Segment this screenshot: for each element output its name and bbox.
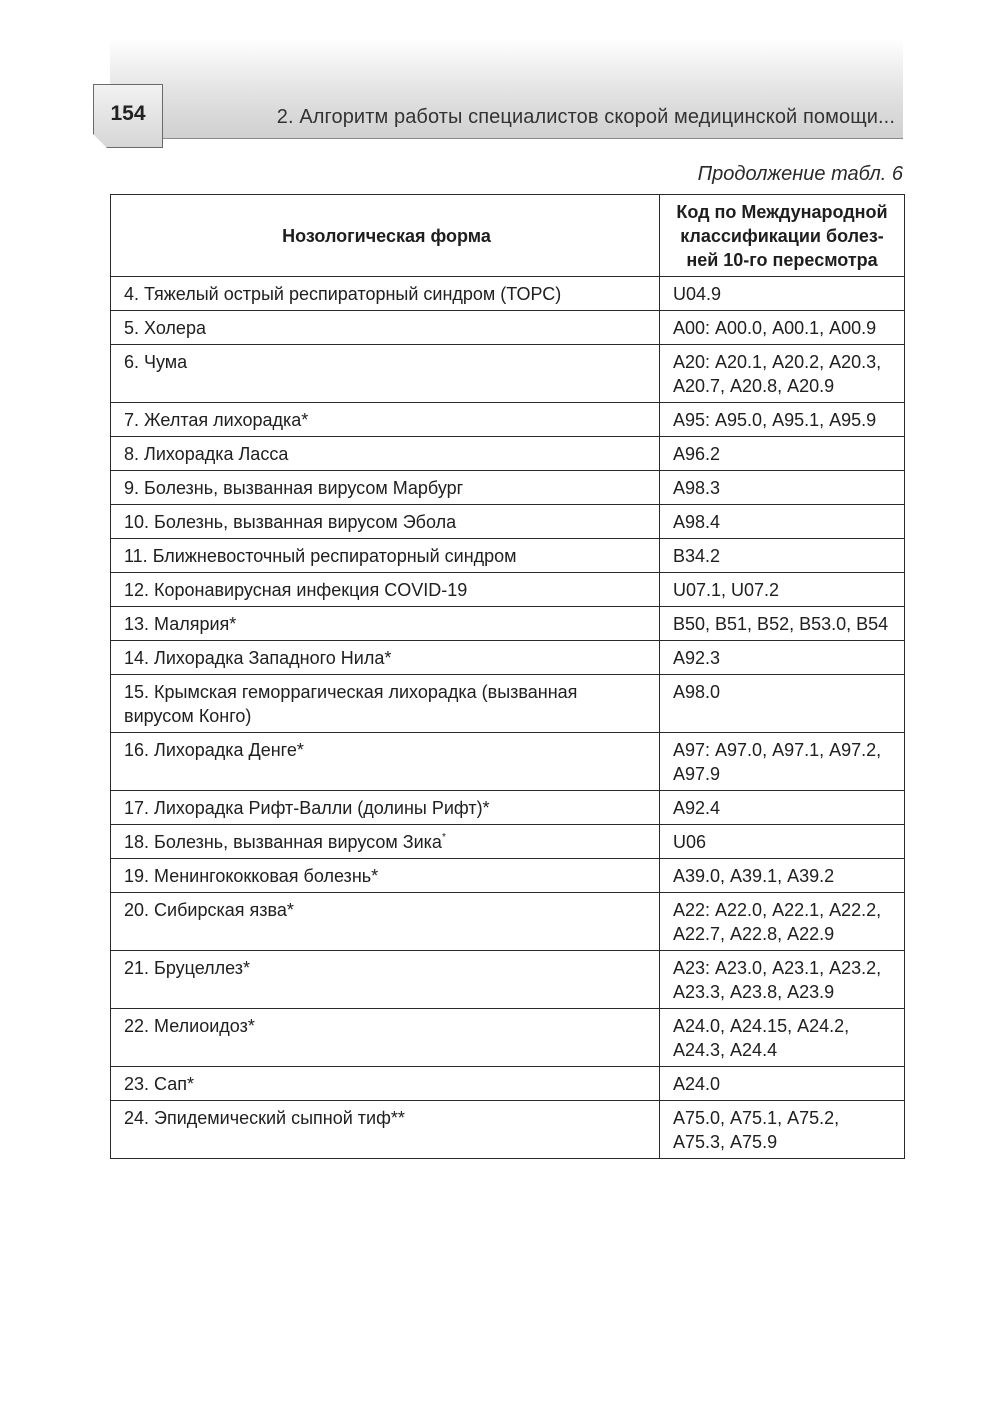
table-row [111, 277, 905, 311]
table-row [111, 641, 905, 675]
table-row [111, 791, 905, 825]
disease-cell [111, 311, 660, 345]
disease-name: 17. Лихорадка Рифт-Валли (долины Рифт)* [124, 798, 490, 818]
icd-code-cell: U04.9 [660, 277, 905, 311]
disease-cell [111, 277, 660, 311]
page-number: 154 [110, 102, 146, 125]
disease-name: 11. Ближневосточный респираторный синдром [124, 546, 517, 566]
footnote-marker: * [441, 832, 446, 843]
icd-code-cell: B50, B51, B52, B53.0, B54 [660, 607, 905, 641]
table-row [111, 675, 905, 733]
table-row [111, 1067, 905, 1101]
column-header-icd-code: Код по Международной классификации болез-ней 10-го пересмотра [660, 195, 905, 277]
table-row [111, 825, 905, 859]
icd-code-cell: B34.2 [660, 539, 905, 573]
disease-name: 24. Эпидемический сыпной тиф** [124, 1108, 405, 1128]
icd-code-cell: А39.0, А39.1, А39.2 [660, 859, 905, 893]
table-row [111, 573, 905, 607]
table-caption: Продолжение табл. 6 [697, 163, 903, 185]
table-row [111, 893, 905, 951]
table-row [111, 1009, 905, 1067]
icd-code-cell: А20: А20.1, А20.2, А20.3, А20.7, А20.8, А20.9 [660, 345, 905, 403]
table-row [111, 539, 905, 573]
table-body [111, 277, 905, 1159]
disease-cell [111, 675, 660, 733]
table-row [111, 1101, 905, 1159]
table-header-row [111, 195, 905, 277]
icd-code-cell: А97: А97.0, А97.1, А97.2, А97.9 [660, 733, 905, 791]
disease-cell [111, 1101, 660, 1159]
icd-code-cell: А22: А22.0, А22.1, А22.2, А22.7, А22.8, А22.9 [660, 893, 905, 951]
disease-name: 6. Чума [124, 352, 188, 372]
disease-cell [111, 607, 660, 641]
disease-name: 13. Малярия* [124, 614, 237, 634]
disease-name: 16. Лихорадка Денге* [124, 740, 304, 760]
table-row [111, 733, 905, 791]
icd-code-cell: А96.2 [660, 437, 905, 471]
disease-name: 5. Холера [124, 318, 206, 338]
disease-cell [111, 825, 660, 859]
icd-code-cell: А23: А23.0, А23.1, А23.2, А23.3, А23.8, А23.9 [660, 951, 905, 1009]
disease-name: 8. Лихорадка Ласса [124, 444, 289, 464]
table-row [111, 345, 905, 403]
disease-cell [111, 1009, 660, 1067]
disease-name: 18. Болезнь, вызванная вирусом Зика [124, 832, 442, 852]
nosology-table [110, 194, 905, 1159]
header-rule [110, 138, 903, 139]
table-row [111, 607, 905, 641]
icd-code-cell: U06 [660, 825, 905, 859]
icd-code-cell: А92.4 [660, 791, 905, 825]
disease-cell [111, 539, 660, 573]
chapter-title: 2. Алгоритм работы специалистов скорой медицинской помощи... [276, 106, 895, 128]
icd-code-cell: А24.0, А24.15, А24.2, А24.3, А24.4 [660, 1009, 905, 1067]
disease-name: 22. Мелиоидоз* [124, 1016, 255, 1036]
disease-cell [111, 641, 660, 675]
table-row [111, 505, 905, 539]
disease-cell [111, 505, 660, 539]
disease-name: 10. Болезнь, вызванная вирусом Эбола [124, 512, 457, 532]
disease-name: 20. Сибирская язва* [124, 900, 294, 920]
table-row [111, 471, 905, 505]
disease-cell [111, 1067, 660, 1101]
disease-name: 19. Менингококковая болезнь* [124, 866, 379, 886]
disease-name: 4. Тяжелый острый респираторный синдром (ТОРС) [124, 284, 562, 304]
disease-cell [111, 859, 660, 893]
disease-name: 23. Сап* [124, 1074, 194, 1094]
disease-name: 7. Желтая лихорадка* [124, 410, 309, 430]
disease-name: 12. Коронавирусная инфекция COVID-19 [124, 580, 468, 600]
table-row [111, 951, 905, 1009]
icd-code-cell: А98.4 [660, 505, 905, 539]
disease-cell [111, 403, 660, 437]
table-row [111, 437, 905, 471]
disease-name: 21. Бруцеллез* [124, 958, 251, 978]
icd-code-cell: А00: А00.0, А00.1, А00.9 [660, 311, 905, 345]
disease-name: 15. Крымская геморрагическая лихорадка (вызванная вирусом Конго) [124, 682, 578, 726]
disease-cell [111, 951, 660, 1009]
table-row [111, 311, 905, 345]
disease-cell [111, 573, 660, 607]
column-header-disease: Нозологическая форма [111, 195, 660, 277]
disease-cell [111, 471, 660, 505]
icd-code-cell: А92.3 [660, 641, 905, 675]
table-row [111, 403, 905, 437]
icd-code-cell: А98.0 [660, 675, 905, 733]
icd-code-cell: А24.0 [660, 1067, 905, 1101]
icd-code-cell: А98.3 [660, 471, 905, 505]
disease-cell [111, 733, 660, 791]
icd-code-cell: А75.0, А75.1, А75.2, А75.3, А75.9 [660, 1101, 905, 1159]
disease-cell [111, 345, 660, 403]
disease-cell [111, 437, 660, 471]
disease-name: 14. Лихорадка Западного Нила* [124, 648, 392, 668]
icd-code-cell: U07.1, U07.2 [660, 573, 905, 607]
disease-cell [111, 791, 660, 825]
table-row [111, 859, 905, 893]
disease-name: 9. Болезнь, вызванная вирусом Марбург [124, 478, 464, 498]
disease-cell [111, 893, 660, 951]
icd-code-cell: А95: А95.0, А95.1, А95.9 [660, 403, 905, 437]
